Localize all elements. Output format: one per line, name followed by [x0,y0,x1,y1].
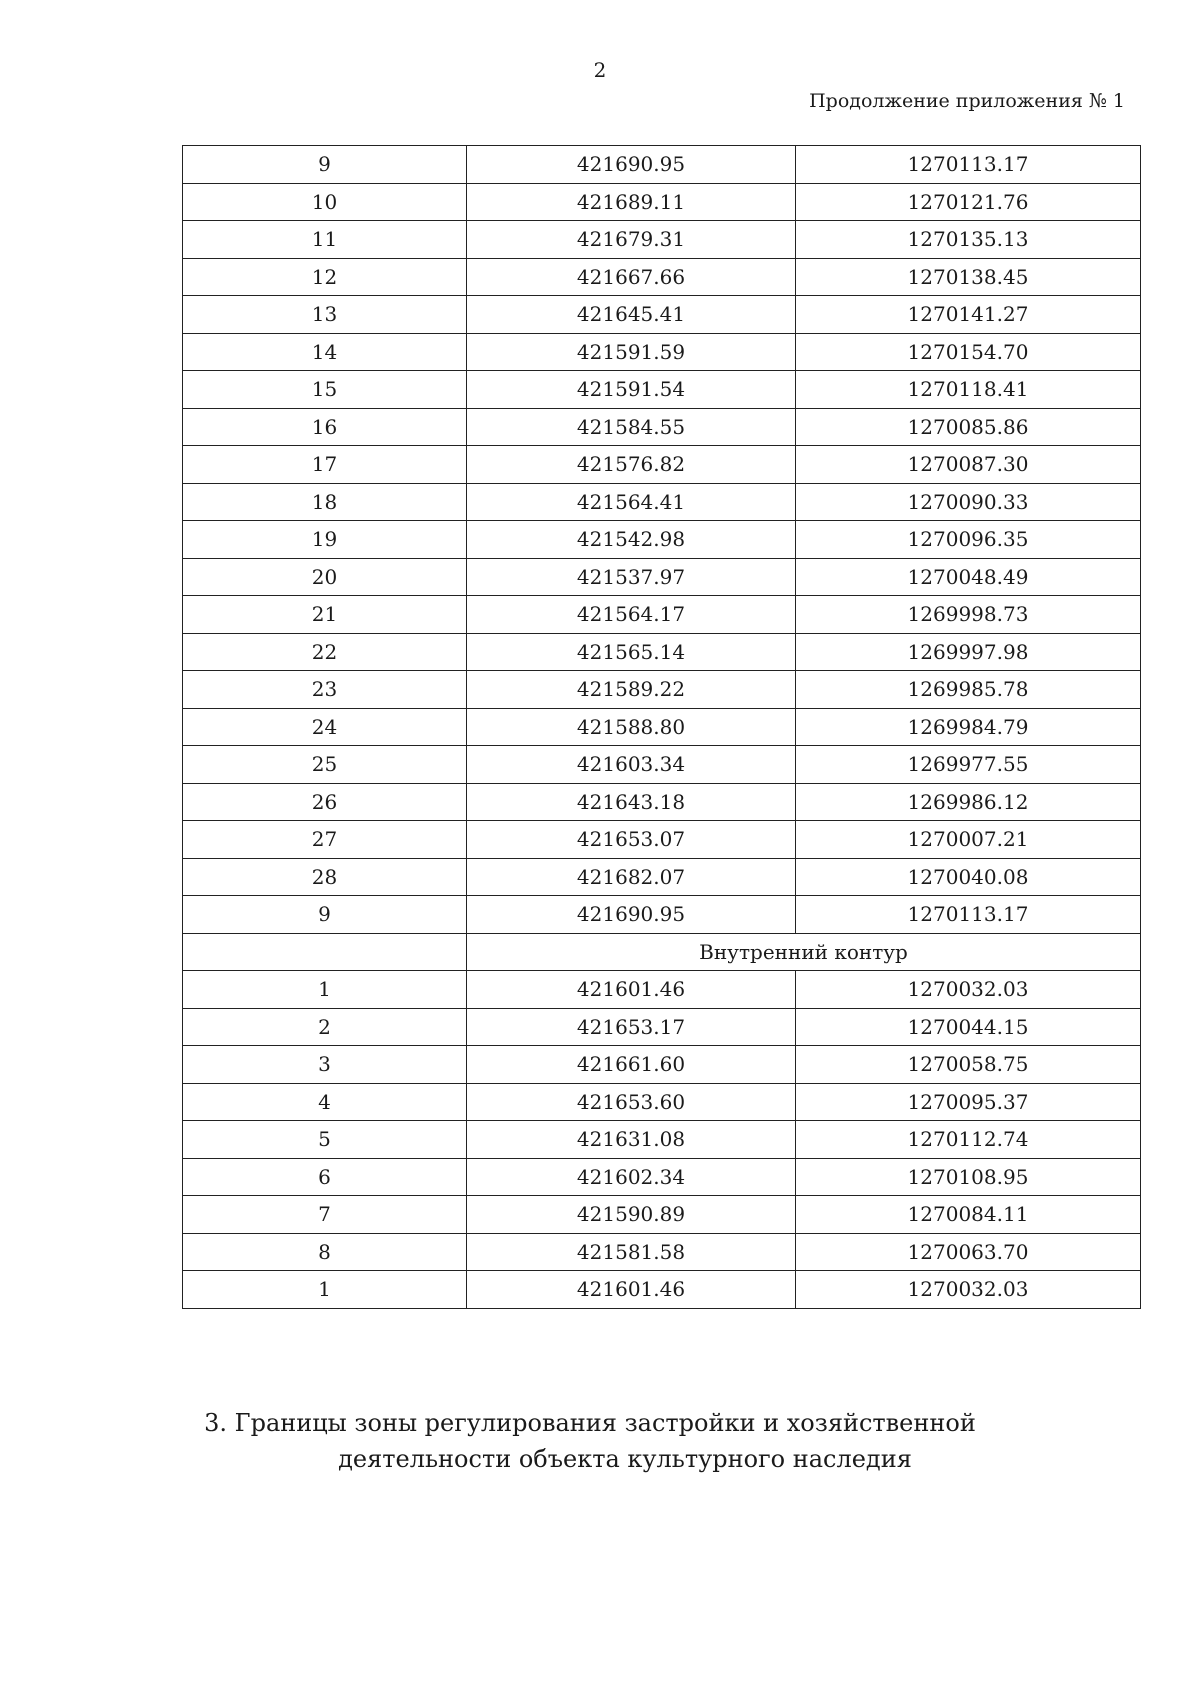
y-coordinate-cell: 1270154.70 [796,333,1141,371]
x-coordinate-cell: 421564.41 [467,483,796,521]
y-coordinate-cell: 1270096.35 [796,521,1141,559]
point-number-cell: 2 [183,1008,467,1046]
y-coordinate-cell: 1269997.98 [796,633,1141,671]
point-number-cell: 14 [183,333,467,371]
table-row [183,896,1141,934]
table-row [183,1008,1141,1046]
y-coordinate-cell: 1269984.79 [796,708,1141,746]
y-coordinate-cell: 1270040.08 [796,858,1141,896]
x-coordinate-cell: 421661.60 [467,1046,796,1084]
y-coordinate-cell: 1270087.30 [796,446,1141,484]
table-row [183,296,1141,334]
y-coordinate-cell: 1269986.12 [796,783,1141,821]
y-coordinate-cell: 1270112.74 [796,1121,1141,1159]
y-coordinate-cell: 1270138.45 [796,258,1141,296]
y-coordinate-cell: 1270108.95 [796,1158,1141,1196]
point-number-cell: 13 [183,296,467,334]
inner-contour-label: Внутренний контур [467,933,1141,971]
table-row [183,1196,1141,1234]
point-number-cell: 24 [183,708,467,746]
table-row [183,333,1141,371]
y-coordinate-cell: 1270032.03 [796,971,1141,1009]
table-row [183,821,1141,859]
continuation-label: Продолжение приложения № 1 [809,90,1125,112]
point-number-cell: 17 [183,446,467,484]
table-row [183,1083,1141,1121]
y-coordinate-cell: 1270048.49 [796,558,1141,596]
x-coordinate-cell: 421537.97 [467,558,796,596]
point-number-cell: 5 [183,1121,467,1159]
point-number-cell: 27 [183,821,467,859]
coordinates-table-body [183,146,1141,1309]
y-coordinate-cell: 1270113.17 [796,146,1141,184]
x-coordinate-cell: 421679.31 [467,221,796,259]
point-number-cell: 9 [183,896,467,934]
point-number-cell: 19 [183,521,467,559]
table-row [183,1046,1141,1084]
y-coordinate-cell: 1270113.17 [796,896,1141,934]
x-coordinate-cell: 421602.34 [467,1158,796,1196]
section-heading-line-1: 3. Границы зоны регулирования застройки и хозяйственной [204,1409,976,1437]
point-number-cell: 26 [183,783,467,821]
y-coordinate-cell: 1270044.15 [796,1008,1141,1046]
y-coordinate-cell: 1270032.03 [796,1271,1141,1309]
table-row [183,596,1141,634]
table-row [183,1121,1141,1159]
page-number: 2 [593,58,607,82]
table-row [183,371,1141,409]
point-number-cell: 15 [183,371,467,409]
point-number-cell: 28 [183,858,467,896]
x-coordinate-cell: 421564.17 [467,596,796,634]
table-row [183,971,1141,1009]
point-number-cell: 12 [183,258,467,296]
x-coordinate-cell: 421603.34 [467,746,796,784]
table-row [183,183,1141,221]
point-number-cell: 11 [183,221,467,259]
y-coordinate-cell: 1270141.27 [796,296,1141,334]
y-coordinate-cell: 1270095.37 [796,1083,1141,1121]
x-coordinate-cell: 421576.82 [467,446,796,484]
point-number-cell: 25 [183,746,467,784]
table-row [183,783,1141,821]
point-number-cell: 1 [183,1271,467,1309]
point-number-cell: 23 [183,671,467,709]
point-number-cell: 18 [183,483,467,521]
table-row [183,858,1141,896]
point-number-cell: 1 [183,971,467,1009]
x-coordinate-cell: 421581.58 [467,1233,796,1271]
x-coordinate-cell: 421588.80 [467,708,796,746]
section-heading-line-2: деятельности объекта культурного наследия [338,1445,912,1473]
point-number-cell: 3 [183,1046,467,1084]
table-row [183,446,1141,484]
y-coordinate-cell: 1270058.75 [796,1046,1141,1084]
x-coordinate-cell: 421682.07 [467,858,796,896]
y-coordinate-cell: 1270090.33 [796,483,1141,521]
section-heading [0,1405,1200,1477]
table-row [183,221,1141,259]
point-number-cell: 22 [183,633,467,671]
x-coordinate-cell: 421591.59 [467,333,796,371]
point-number-cell: 7 [183,1196,467,1234]
y-coordinate-cell: 1269977.55 [796,746,1141,784]
table-row [183,708,1141,746]
x-coordinate-cell: 421645.41 [467,296,796,334]
table-row [183,633,1141,671]
table-row [183,1271,1141,1309]
x-coordinate-cell: 421631.08 [467,1121,796,1159]
table-row [183,1158,1141,1196]
y-coordinate-cell: 1269998.73 [796,596,1141,634]
point-number-cell: 8 [183,1233,467,1271]
x-coordinate-cell: 421667.66 [467,258,796,296]
y-coordinate-cell: 1270135.13 [796,221,1141,259]
x-coordinate-cell: 421542.98 [467,521,796,559]
table-row [183,521,1141,559]
x-coordinate-cell: 421653.07 [467,821,796,859]
table-row [183,258,1141,296]
y-coordinate-cell: 1270007.21 [796,821,1141,859]
point-number-cell: 4 [183,1083,467,1121]
x-coordinate-cell: 421690.95 [467,146,796,184]
point-number-cell: 9 [183,146,467,184]
x-coordinate-cell: 421689.11 [467,183,796,221]
y-coordinate-cell: 1270121.76 [796,183,1141,221]
x-coordinate-cell: 421584.55 [467,408,796,446]
contour-empty-cell [183,933,467,971]
y-coordinate-cell: 1270085.86 [796,408,1141,446]
point-number-cell: 6 [183,1158,467,1196]
y-coordinate-cell: 1270118.41 [796,371,1141,409]
y-coordinate-cell: 1269985.78 [796,671,1141,709]
table-row [183,671,1141,709]
x-coordinate-cell: 421690.95 [467,896,796,934]
x-coordinate-cell: 421589.22 [467,671,796,709]
inner-contour-row [183,933,1141,971]
point-number-cell: 16 [183,408,467,446]
table-row [183,746,1141,784]
table-row [183,146,1141,184]
table-row [183,483,1141,521]
x-coordinate-cell: 421653.60 [467,1083,796,1121]
point-number-cell: 20 [183,558,467,596]
point-number-cell: 21 [183,596,467,634]
x-coordinate-cell: 421653.17 [467,1008,796,1046]
y-coordinate-cell: 1270084.11 [796,1196,1141,1234]
x-coordinate-cell: 421601.46 [467,971,796,1009]
x-coordinate-cell: 421601.46 [467,1271,796,1309]
x-coordinate-cell: 421565.14 [467,633,796,671]
coordinates-table [182,145,1141,1309]
x-coordinate-cell: 421591.54 [467,371,796,409]
x-coordinate-cell: 421643.18 [467,783,796,821]
table-row [183,558,1141,596]
point-number-cell: 10 [183,183,467,221]
table-row [183,1233,1141,1271]
y-coordinate-cell: 1270063.70 [796,1233,1141,1271]
x-coordinate-cell: 421590.89 [467,1196,796,1234]
table-row [183,408,1141,446]
